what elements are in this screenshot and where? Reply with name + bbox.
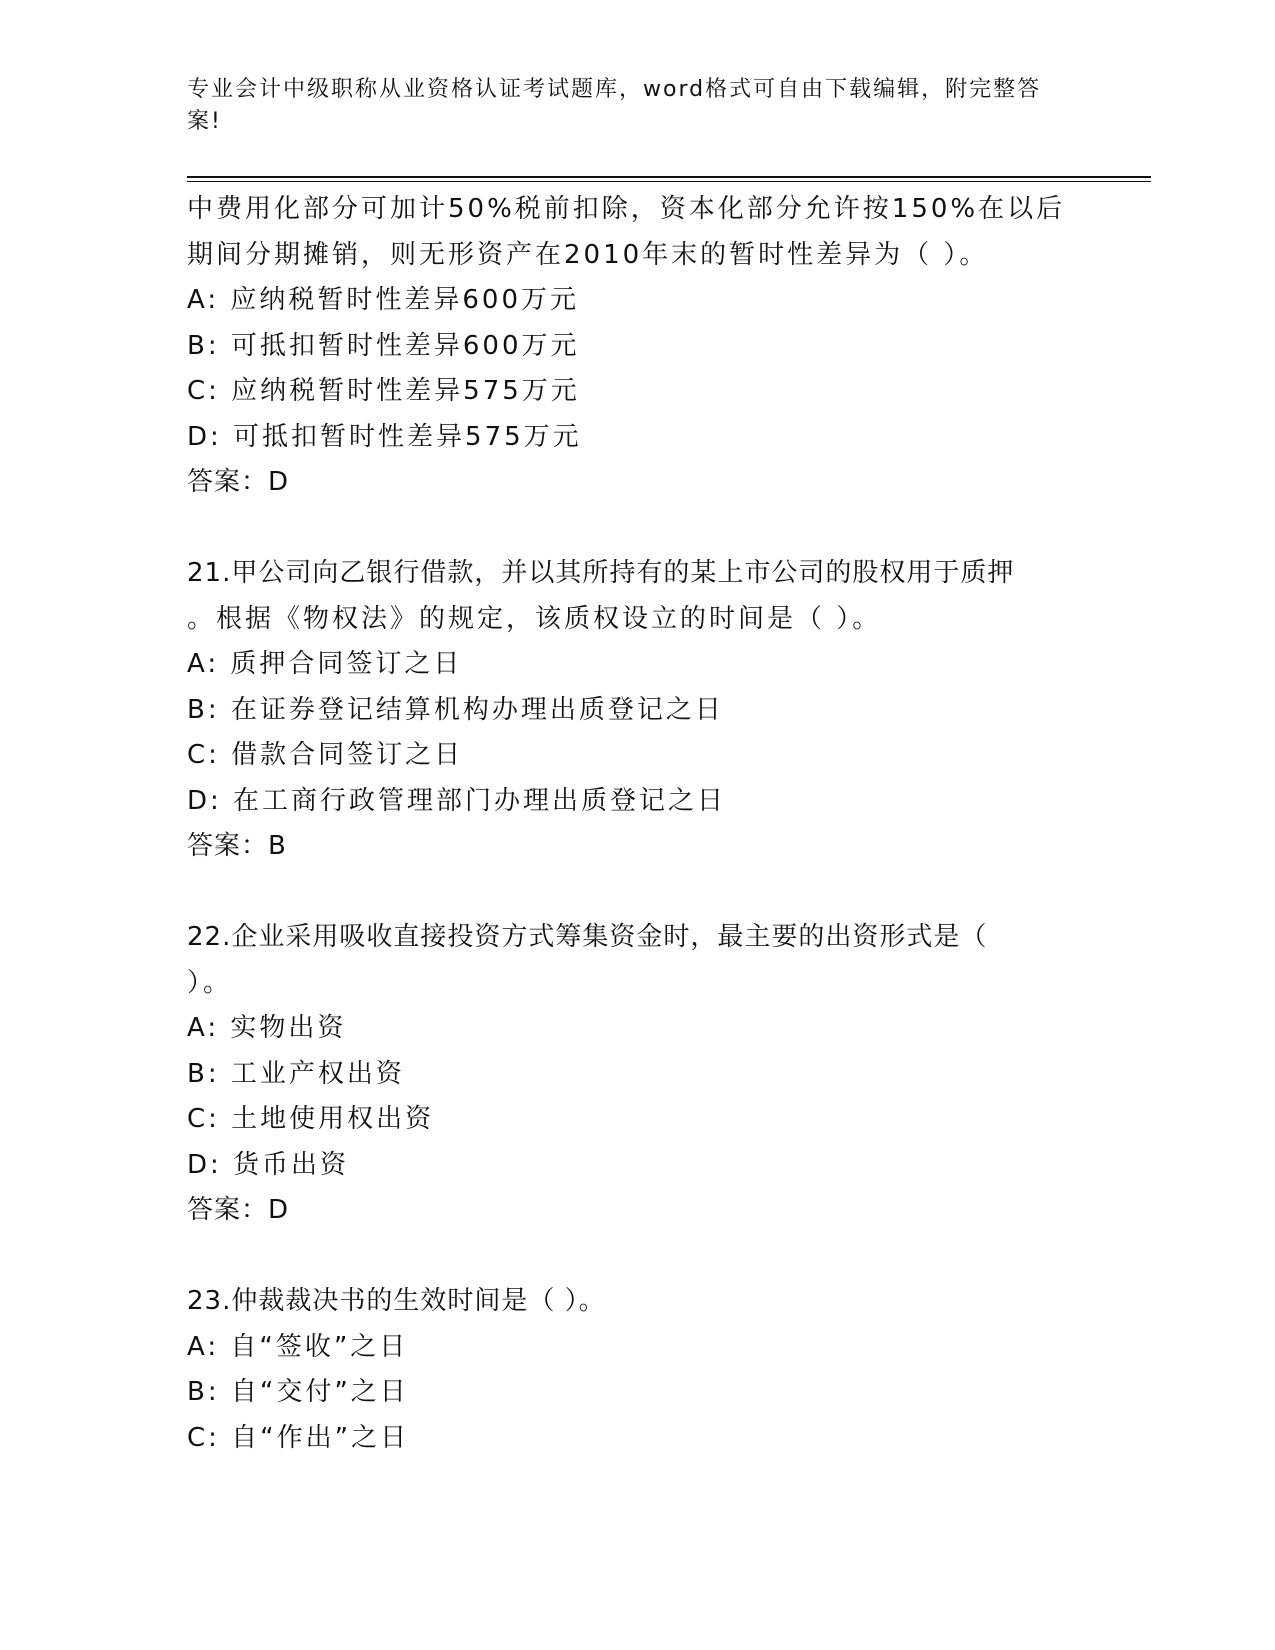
question-21 <box>187 551 1087 870</box>
header-divider-thick <box>187 176 1151 178</box>
option-c: C: 土地使用权出资 <box>187 1104 435 1134</box>
header-line-2: 案! <box>187 109 222 134</box>
spacer <box>187 1234 1087 1280</box>
header-divider-thin <box>187 181 1151 182</box>
spacer <box>187 506 1087 552</box>
question-list <box>187 187 1087 1461</box>
question-stem-line: 23.仲裁裁决书的生效时间是（ ）。 <box>187 1286 606 1316</box>
option-b: B: 工业产权出资 <box>187 1058 405 1089</box>
answer-label: 答案：D <box>187 1195 290 1225</box>
option-d: D: 在工商行政管理部门办理出质登记之日 <box>187 785 727 816</box>
option-a: A: 质押合同签订之日 <box>187 649 463 679</box>
page-header <box>187 74 1067 138</box>
option-c: C: 借款合同签订之日 <box>187 740 464 770</box>
answer-label: 答案：D <box>187 467 290 497</box>
option-d: D: 货币出资 <box>187 1149 350 1180</box>
option-a: A: 自“签收”之日 <box>187 1331 409 1362</box>
question-stem-line: 22.企业采用吸收直接投资方式筹集资金时，最主要的出资形式是（ <box>187 922 988 952</box>
answer-label: 答案：B <box>187 831 287 861</box>
option-b: B: 在证券登记结算机构办理出质登记之日 <box>187 694 724 725</box>
question-20 <box>187 187 1087 506</box>
option-b: B: 可抵扣暂时性差异600万元 <box>187 330 580 361</box>
question-stem-line: 21.甲公司向乙银行借款，并以其所持有的某上市公司的股权用于质押 <box>187 558 1015 588</box>
option-c: C: 自“作出”之日 <box>187 1422 410 1453</box>
option-a: A: 应纳税暂时性差异600万元 <box>187 285 579 315</box>
option-a: A: 实物出资 <box>187 1013 347 1043</box>
option-b: B: 自“交付”之日 <box>187 1377 409 1407</box>
question-stem-line: 期间分期摊销，则无形资产在2010年末的暂时性差异为（ ）。 <box>187 239 989 270</box>
question-23 <box>187 1279 1087 1461</box>
question-stem-line: 。根据《物权法》的规定，该质权设立的时间是（ ）。 <box>187 603 882 634</box>
option-c: C: 应纳税暂时性差异575万元 <box>187 376 580 406</box>
option-d: D: 可抵扣暂时性差异575万元 <box>187 421 582 452</box>
question-stem-line: ）。 <box>187 967 233 998</box>
spacer <box>187 870 1087 916</box>
header-line-1: 专业会计中级职称从业资格认证考试题库，word格式可自由下载编辑，附完整答 <box>187 77 1042 102</box>
question-stem-line: 中费用化部分可加计50%税前扣除，资本化部分允许按150%在以后 <box>187 194 1066 224</box>
question-22 <box>187 915 1087 1234</box>
